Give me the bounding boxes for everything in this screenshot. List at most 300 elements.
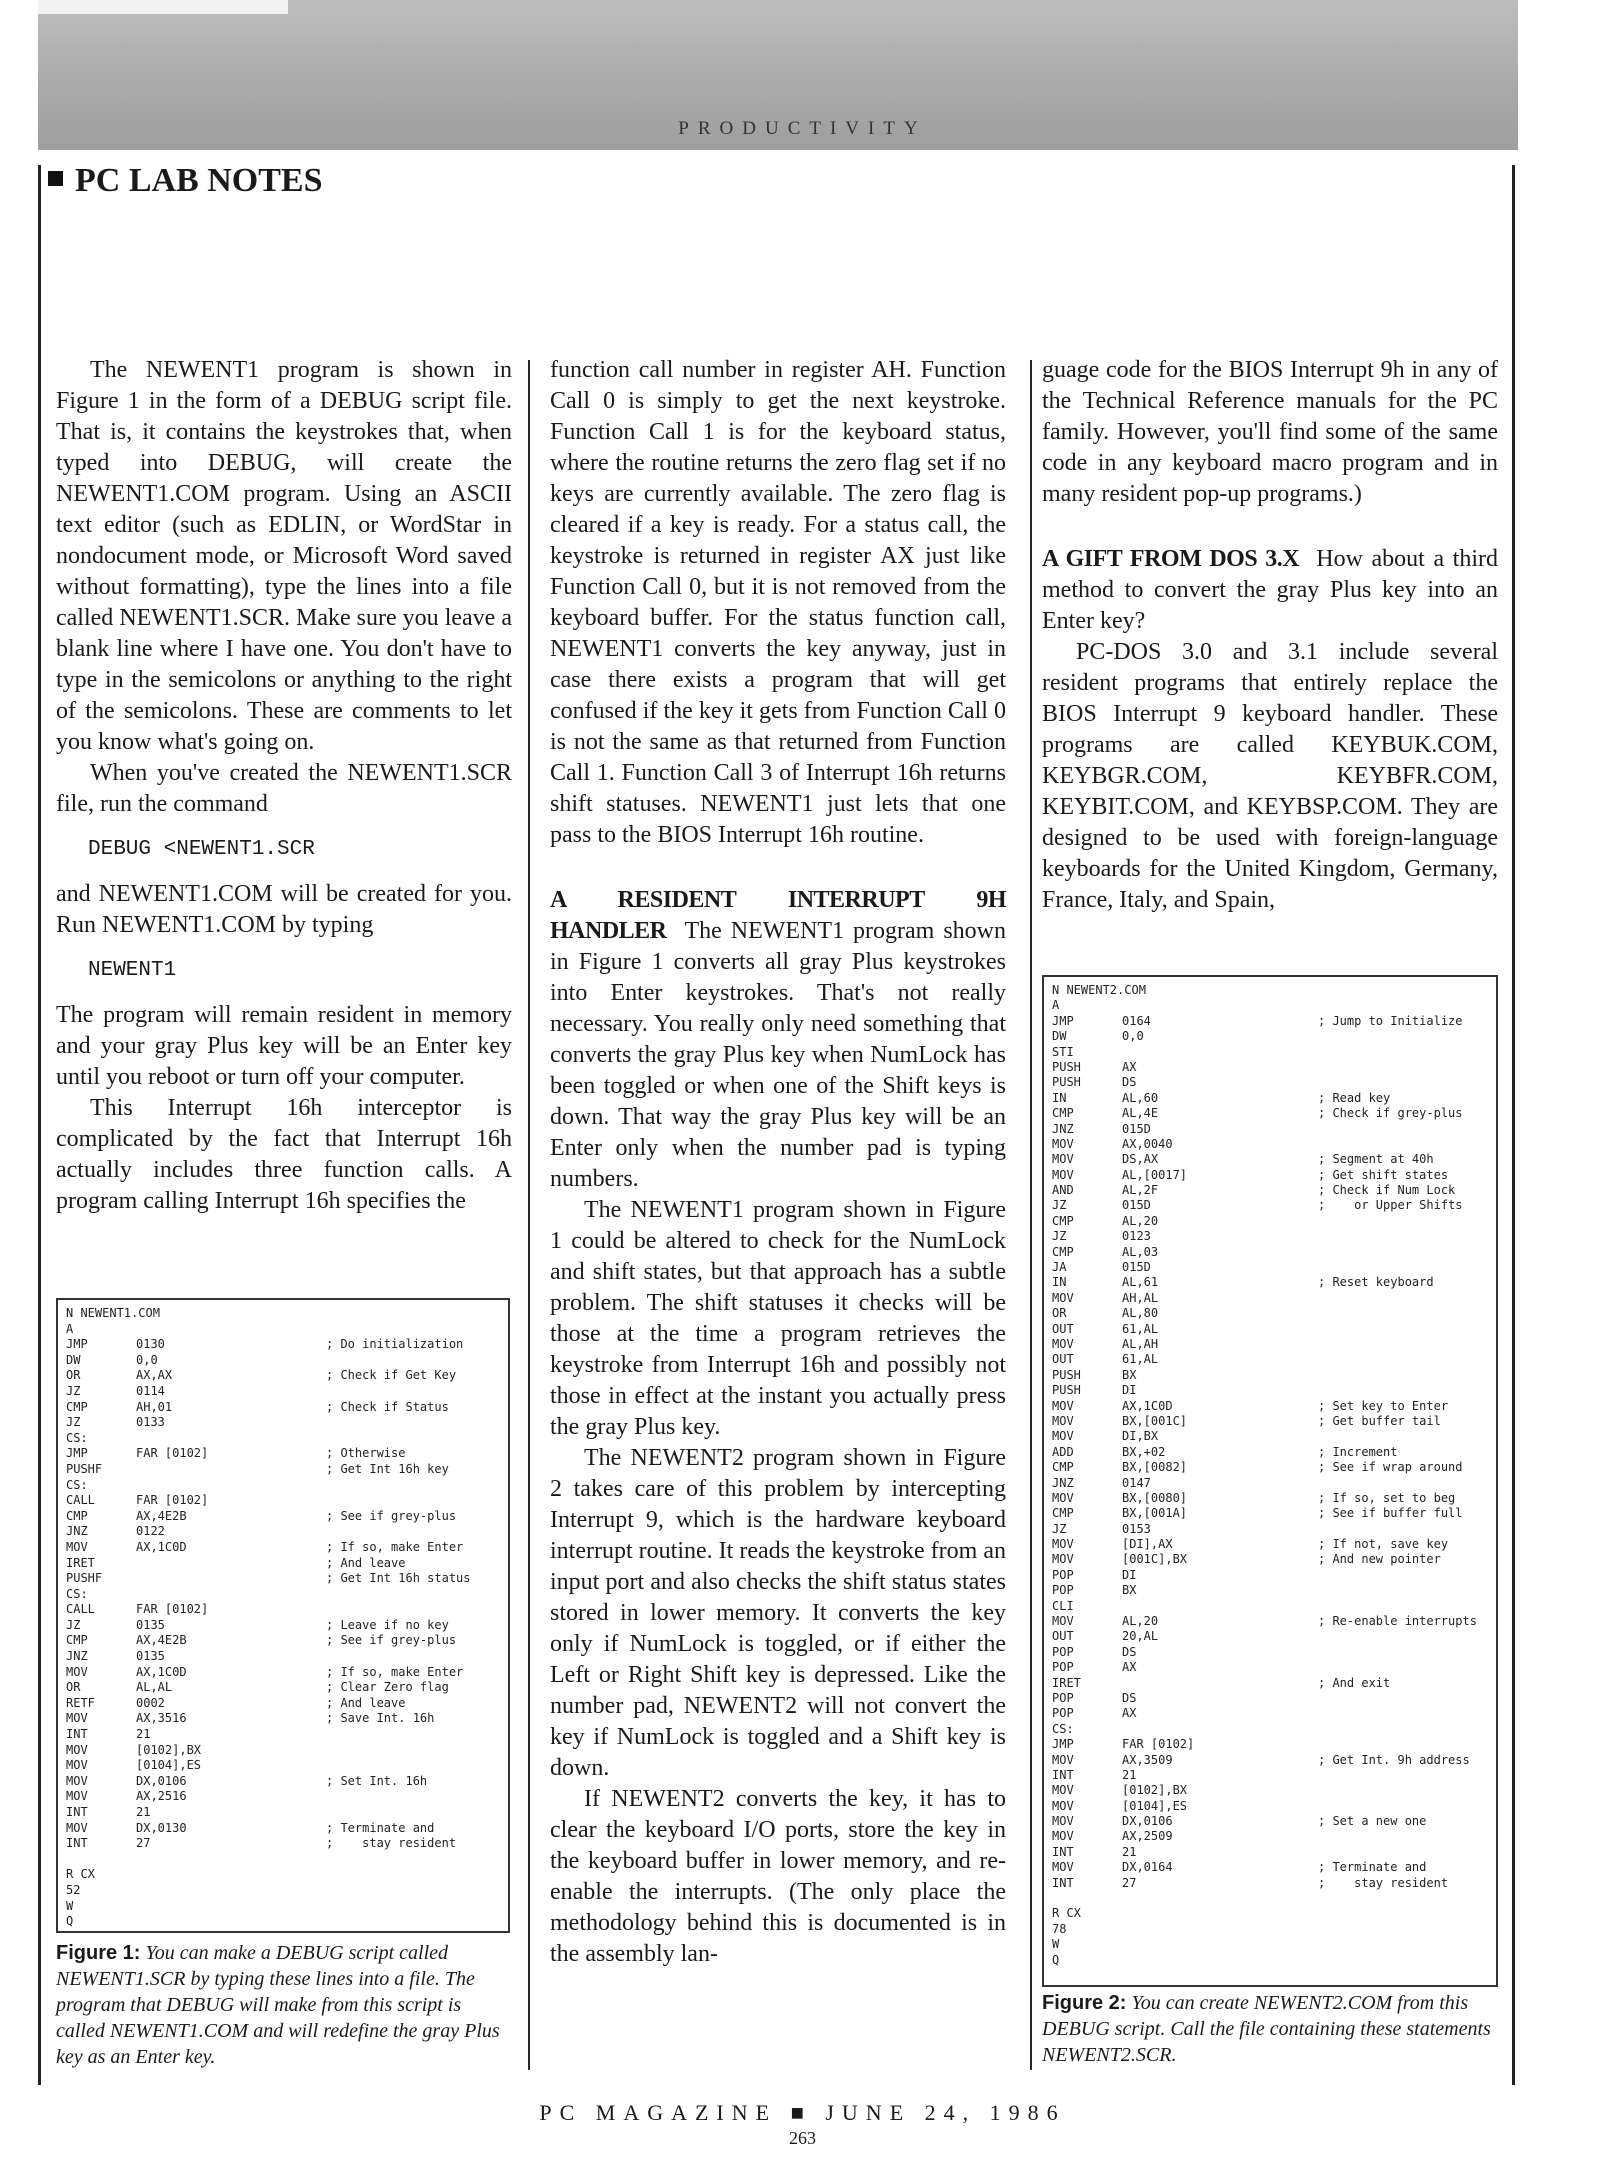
listing-op: W [66, 1898, 74, 1913]
listing-line [1052, 1106, 1488, 1121]
figure-2-label: Figure 2: [1042, 1992, 1127, 2014]
listing-op: OR [66, 1680, 81, 1695]
listing-op: JMP [66, 1337, 88, 1352]
listing-comment: ; If so, make Enter [326, 1664, 464, 1679]
listing-line [1052, 1476, 1488, 1491]
listing-op: W [1052, 1937, 1060, 1952]
listing-op: MOV [1052, 1552, 1074, 1567]
listing-operand: 0147 [1122, 1475, 1151, 1490]
listing-op: MOV [1052, 1798, 1074, 1813]
listing-op: R CX [1052, 1906, 1081, 1921]
listing-op: JMP [1052, 1013, 1074, 1028]
listing-op: JZ [1052, 1521, 1067, 1536]
listing-comment: ; or Upper Shifts [1318, 1198, 1463, 1213]
paragraph: function call number in register AH. Function Call 0 is simply to get the next keystroke. Function Call 1 is for the keyboard status, where the routine returns the zero flag set if no keys are currently available. The zero flag is cleared if a key is ready. For a status call, the keystroke is returned in register AX just like Function Call 0, but it is not removed from the keyboard buffer. For the status function call, NEWENT1 converts the key anyway, just in case there exists a program that will get confused if the key it gets from Function Call 0 is not the same as that returned from Function Call 1. Function Call 3 of Interrupt 16h returns shift statuses. NEWENT1 just lets that one pass to the BIOS Interrupt 16h routine. [550, 357, 1006, 848]
listing-op: INT [66, 1727, 88, 1742]
listing-op: CMP [66, 1399, 88, 1414]
listing-line [1052, 1645, 1488, 1660]
listing-op: MOV [66, 1789, 88, 1804]
listing-operand: AL,20 [1122, 1213, 1159, 1228]
section-label: PRODUCTIVITY [678, 118, 927, 139]
listing-operand: AX,1C0D [136, 1664, 187, 1679]
listing-op: JZ [66, 1383, 81, 1398]
listing-operand: 0164 [1122, 1013, 1151, 1028]
listing-line [1052, 1168, 1488, 1183]
listing-operand: AL,80 [1122, 1306, 1159, 1321]
listing-line [1052, 1429, 1488, 1444]
listing-line [66, 1384, 500, 1400]
listing-line [66, 1743, 500, 1759]
page-frame-right [1512, 165, 1515, 2085]
listing-op: PUSH [1052, 1059, 1081, 1074]
listing-op: N NEWENT1.COM [66, 1306, 160, 1320]
listing-line [1052, 1614, 1488, 1629]
listing-comment: ; Do initialization [326, 1337, 464, 1352]
figure-2-caption-text: You can create NEWENT2.COM from this DEBUG script. Call the file containing these statements NEWENT2.SCR. [1042, 1992, 1491, 2066]
listing-line [1052, 1368, 1488, 1383]
listing-op: A [66, 1321, 74, 1336]
listing-line [66, 1618, 500, 1634]
listing-line [1052, 1075, 1488, 1090]
listing-line [66, 1711, 500, 1727]
listing-line [1052, 1814, 1488, 1829]
listing-op: OR [66, 1368, 81, 1383]
paragraph: The NEWENT2 program shown in Figure 2 takes care of this problem by intercepting Interrupt 9, which is the hardware keyboard interrupt routine. It reads the keystroke from an input port and also checks the shift status states stored in lower memory. It converts the key only if NumLock is toggled, or if either the Left or Right Shift key is depressed. Like the number pad, NEWENT2 will not convert the key if NumLock is toggled and a Shift key is down. [550, 1445, 1006, 1781]
listing-op: OR [1052, 1306, 1067, 1321]
listing-op: JNZ [1052, 1121, 1074, 1136]
listing-op: ADD [1052, 1444, 1074, 1459]
paragraph: When you've created the NEWENT1.SCR file, run the command [56, 760, 512, 817]
listing-operand: BX [1122, 1367, 1137, 1382]
listing-operand: DS [1122, 1690, 1137, 1705]
listing-line [66, 1633, 500, 1649]
listing-operand: 0002 [136, 1695, 165, 1710]
listing-op: POP [1052, 1583, 1074, 1598]
listing-line [1052, 1753, 1488, 1768]
listing-comment: ; And exit [1318, 1675, 1391, 1690]
listing-op: MOV [1052, 1429, 1074, 1444]
listing-operand: AX,4E2B [136, 1633, 187, 1648]
listing-operand: AL,03 [1122, 1244, 1159, 1259]
listing-operand: DI [1122, 1383, 1137, 1398]
listing-comment: ; Clear Zero flag [326, 1680, 449, 1695]
listing-operand: [0104],ES [1122, 1798, 1188, 1813]
listing-op: INT [66, 1836, 88, 1851]
listing-line [1052, 1152, 1488, 1167]
listing-comment: ; Save Int. 16h [326, 1711, 435, 1726]
listing-line [1052, 1460, 1488, 1475]
listing-comment: ; Set a new one [1318, 1814, 1427, 1829]
listing-op: PUSHF [66, 1571, 103, 1586]
listing-line [66, 1556, 500, 1572]
listing-operand: DS [1122, 1644, 1137, 1659]
listing-operand: [0102],BX [136, 1742, 202, 1757]
listing-line [1052, 1491, 1488, 1506]
listing-op: R CX [66, 1867, 95, 1882]
listing-line [66, 1836, 500, 1852]
listing-line [1052, 1922, 1488, 1937]
listing-comment: ; And new pointer [1318, 1552, 1441, 1567]
page-frame-left [38, 165, 41, 2085]
listing-operand: 21 [136, 1805, 151, 1819]
listing-op: 78 [1052, 1921, 1067, 1936]
listing-op: MOV [1052, 1752, 1074, 1767]
listing-operand: FAR [0102] [136, 1602, 209, 1617]
listing-op: CS: [66, 1586, 88, 1601]
listing-op: IRET [66, 1555, 95, 1570]
listing-line [1052, 1260, 1488, 1275]
listing-line [1052, 1137, 1488, 1152]
figure-2-caption [1042, 1990, 1498, 2068]
listing-op: JMP [66, 1446, 88, 1461]
listing-line [1052, 1660, 1488, 1675]
subhead-paragraph [550, 885, 1006, 1195]
listing-line [1052, 1722, 1488, 1737]
listing-line [66, 1524, 500, 1540]
listing-line [66, 1587, 500, 1603]
listing-line [1052, 1506, 1488, 1521]
listing-operand: DX,0164 [1122, 1860, 1173, 1875]
listing-op: PUSH [1052, 1367, 1081, 1382]
listing-operand: AH,AL [1122, 1290, 1159, 1305]
listing-operand: 0122 [136, 1524, 165, 1539]
listing-line [1052, 1599, 1488, 1614]
listing-line [66, 1852, 500, 1868]
listing-operand: FAR [0102] [1122, 1737, 1195, 1752]
listing-line [66, 1540, 500, 1556]
listing-line [1052, 1337, 1488, 1352]
listing-line [1052, 1198, 1488, 1213]
listing-line [1052, 1399, 1488, 1414]
listing-line [1052, 1860, 1488, 1875]
listing-operand: 0130 [136, 1337, 165, 1352]
listing-line [1052, 1352, 1488, 1367]
paragraph: The NEWENT1 program shown in Figure 1 could be altered to check for the NumLock and shift states, but that approach has a subtle problem. The shift statuses it checks will be those at the time a program retrieves the keystroke from Interrupt 16h and possibly not those in effect at the instant you actually press the gray Plus key. [550, 1197, 1006, 1440]
listing-comment: ; If not, save key [1318, 1537, 1449, 1552]
listing-comment: ; And leave [326, 1695, 406, 1710]
listing-line [1052, 1691, 1488, 1706]
listing-op: POP [1052, 1690, 1074, 1705]
subhead-paragraph [1042, 544, 1498, 637]
listing-op: JMP [1052, 1737, 1074, 1752]
listing-op: CS: [66, 1430, 88, 1445]
listing-line [1052, 1706, 1488, 1721]
listing-comment: ; Get Int. 9h address [1318, 1752, 1470, 1767]
listing-operand: BX,[001C] [1122, 1413, 1188, 1428]
listing-op: MOV [66, 1664, 88, 1679]
listing-line [1052, 1091, 1488, 1106]
listing-op: CALL [66, 1493, 95, 1508]
command-line: NEWENT1 [88, 959, 177, 982]
listing-op: MOV [1052, 1398, 1074, 1413]
listing-operand: DX,0106 [136, 1773, 187, 1788]
listing-line [1052, 1522, 1488, 1537]
listing-op: MOV [66, 1773, 88, 1788]
listing-op: OUT [1052, 1352, 1074, 1367]
listing-comment: ; Leave if no key [326, 1617, 449, 1632]
listing-operand: 0133 [136, 1415, 165, 1430]
listing-op: MOV [1052, 1336, 1074, 1351]
figure-1-label: Figure 1: [56, 1942, 141, 1964]
listing-comment: ; Increment [1318, 1444, 1398, 1459]
figure-1-listing [56, 1298, 510, 1933]
paragraph: guage code for the BIOS Interrupt 9h in any of the Technical Reference manuals for the PC family. However, you'll find some of the same code in any keyboard macro program and in many resident pop-up programs.) [1042, 357, 1498, 507]
listing-line [1052, 1906, 1488, 1921]
listing-op: IN [1052, 1090, 1067, 1105]
listing-op: CMP [1052, 1460, 1074, 1475]
listing-operand: 0135 [136, 1617, 165, 1632]
listing-comment: ; See if grey-plus [326, 1508, 457, 1523]
listing-op: DW [1052, 1029, 1067, 1044]
listing-op: CMP [66, 1508, 88, 1523]
listing-comment: ; Get Int 16h status [326, 1571, 471, 1586]
listing-comment: ; Set Int. 16h [326, 1773, 428, 1788]
listing-comment: ; Otherwise [326, 1446, 406, 1461]
listing-line [1052, 1537, 1488, 1552]
figure-1-caption-text: You can make a DEBUG script called NEWENT1.SCR by typing these lines into a file. The program that DEBUG will make from this script is called NEWENT1.COM and will redefine the gray Plus key as an Enter key. [56, 1942, 500, 2068]
paragraph: If NEWENT2 converts the key, it has to clear the keyboard I/O ports, store the key in the keyboard buffer in lower memory, and re-enable the interrupts. (The only place the methodology behind this is documented is in the assembly lan- [550, 1786, 1006, 1967]
listing-comment: ; Check if Status [326, 1399, 449, 1414]
listing-line [66, 1867, 500, 1883]
listing-op: POP [1052, 1660, 1074, 1675]
listing-op: MOV [1052, 1614, 1074, 1629]
listing-operand: DX,0130 [136, 1820, 187, 1835]
listing-operand: AL,20 [1122, 1614, 1159, 1629]
listing-operand: 0135 [136, 1649, 165, 1664]
listing-op: PUSHF [66, 1461, 103, 1476]
listing-operand: AL,61 [1122, 1275, 1159, 1290]
listing-op: JZ [1052, 1198, 1067, 1213]
listing-line [1052, 1953, 1488, 1968]
listing-line [1052, 1783, 1488, 1798]
listing-line [1052, 1275, 1488, 1290]
listing-op: MOV [1052, 1290, 1074, 1305]
listing-line [66, 1368, 500, 1384]
listing-op: CS: [1052, 1721, 1074, 1736]
listing-op: INT [1052, 1875, 1074, 1890]
listing-comment: ; Read key [1318, 1090, 1391, 1105]
listing-comment: ; And leave [326, 1555, 406, 1570]
listing-operand: 0114 [136, 1383, 165, 1398]
listing-op: MOV [1052, 1413, 1074, 1428]
listing-operand: 015D [1122, 1121, 1151, 1136]
listing-operand: AX,1C0D [1122, 1398, 1173, 1413]
listing-op: DW [66, 1352, 81, 1367]
listing-line [66, 1462, 500, 1478]
listing-operand: BX,[0082] [1122, 1460, 1188, 1475]
listing-operand: AL,AH [1122, 1336, 1159, 1351]
listing-line [66, 1602, 500, 1618]
listing-operand: 0,0 [1122, 1029, 1144, 1044]
listing-op: CMP [1052, 1213, 1074, 1228]
listing-op: CMP [1052, 1244, 1074, 1259]
paragraph: This Interrupt 16h interceptor is complicated by the fact that Interrupt 16h actually includes three function calls. A program calling Interrupt 16h specifies the [56, 1095, 512, 1214]
listing-operand: 0123 [1122, 1229, 1151, 1244]
listing-op: CALL [66, 1602, 95, 1617]
listing-operand: BX [1122, 1583, 1137, 1598]
listing-comment: ; Get buffer tail [1318, 1413, 1441, 1428]
listing-op: PUSH [1052, 1075, 1081, 1090]
paragraph: PC-DOS 3.0 and 3.1 include several resident programs that entirely replace the BIOS Interrupt 9 keyboard handler. These programs are called KEYBUK.COM, KEYBGR.COM, KEYBFR.COM, KEYBIT.COM, and KEYBSP.COM. They are designed to be used with foreign-language keyboards for the United Kingdom, Germany, France, Italy, and Spain, [1042, 639, 1498, 913]
listing-line [66, 1680, 500, 1696]
listing-op: MOV [1052, 1537, 1074, 1552]
listing-op: CMP [1052, 1106, 1074, 1121]
listing-op: POP [1052, 1567, 1074, 1582]
listing-line [1052, 1291, 1488, 1306]
listing-line [1052, 1045, 1488, 1060]
listing-op: Q [1052, 1952, 1060, 1967]
listing-line [66, 1322, 500, 1338]
listing-op: POP [1052, 1706, 1074, 1721]
listing-comment: ; Jump to Initialize [1318, 1013, 1463, 1028]
listing-operand: AL,AL [136, 1680, 173, 1695]
listing-op: OUT [1052, 1629, 1074, 1644]
listing-comment: ; If so, set to beg [1318, 1490, 1456, 1505]
listing-comment: ; See if buffer full [1318, 1506, 1463, 1521]
page-footer: PC MAGAZINE ■ JUNE 24, 1986 [539, 2100, 1066, 2125]
listing-line [66, 1914, 500, 1930]
listing-operand: 21 [1122, 1844, 1137, 1859]
listing-comment: ; Segment at 40h [1318, 1152, 1434, 1167]
listing-line [1052, 1414, 1488, 1429]
listing-comment: ; stay resident [326, 1836, 457, 1851]
listing-comment: ; Re-enable interrupts [1318, 1614, 1477, 1629]
listing-op: IRET [1052, 1675, 1081, 1690]
listing-op: N NEWENT2.COM [1052, 983, 1146, 997]
listing-op: POP [1052, 1644, 1074, 1659]
listing-op: STI [1052, 1044, 1074, 1059]
listing-line [1052, 1183, 1488, 1198]
header-bullet-icon [48, 171, 63, 186]
listing-op: IN [1052, 1275, 1067, 1290]
listing-comment: ; Terminate and [1318, 1860, 1427, 1875]
listing-operand: 015D [1122, 1260, 1151, 1275]
listing-line [1052, 1937, 1488, 1952]
column-1 [56, 355, 512, 1217]
figure-1-caption [56, 1940, 512, 2070]
listing-line [1052, 1060, 1488, 1075]
listing-operand: 61,AL [1122, 1352, 1159, 1367]
listing-line [1052, 1445, 1488, 1460]
listing-line [66, 1337, 500, 1353]
listing-op: JNZ [66, 1524, 88, 1539]
listing-op: 52 [66, 1882, 81, 1897]
paragraph-text: The NEWENT1 program shown in Figure 1 converts all gray Plus keystrokes into Enter keystrokes. That's not really necessary. You really only need something that converts the gray Plus key when NumLock has been toggled or when one of the Shift keys is down. That way the gray Plus key will be an Enter only when the number pad is typing numbers. [550, 918, 1007, 1192]
column-2 [550, 355, 1006, 1970]
listing-line [1052, 1876, 1488, 1891]
listing-operand: [0102],BX [1122, 1783, 1188, 1798]
listing-line [66, 1493, 500, 1509]
listing-line [66, 1665, 500, 1681]
listing-line [1052, 998, 1488, 1013]
listing-op: MOV [66, 1711, 88, 1726]
listing-operand: AX [1122, 1706, 1137, 1721]
listing-op: Q [66, 1914, 74, 1929]
listing-op: JNZ [1052, 1475, 1074, 1490]
subhead: A GIFT FROM DOS 3.X [1042, 546, 1300, 572]
listing-op: CMP [66, 1633, 88, 1648]
listing-line [66, 1758, 500, 1774]
paragraph: and NEWENT1.COM will be created for you. Run NEWENT1.COM by typing [56, 881, 512, 938]
listing-operand: AL,4E [1122, 1106, 1159, 1121]
listing-line [66, 1306, 500, 1322]
listing-operand: AH,01 [136, 1399, 173, 1414]
listing-line [66, 1883, 500, 1899]
listing-line [1052, 1306, 1488, 1321]
listing-line [1052, 1799, 1488, 1814]
figure-2-listing [1042, 975, 1498, 1987]
listing-line [66, 1696, 500, 1712]
listing-line [1052, 983, 1488, 998]
page-title: PC LAB NOTES [75, 162, 323, 199]
listing-operand: [0104],ES [136, 1758, 202, 1773]
listing-comment: ; stay resident [1318, 1875, 1449, 1890]
listing-line [1052, 1629, 1488, 1644]
listing-operand: [001C],BX [1122, 1552, 1188, 1567]
listing-op: JNZ [66, 1649, 88, 1664]
listing-op: A [1052, 998, 1060, 1013]
listing-op: MOV [66, 1539, 88, 1554]
listing-operand: 0,0 [136, 1352, 158, 1367]
listing-line [1052, 1014, 1488, 1029]
listing-op: CMP [1052, 1506, 1074, 1521]
listing-line [66, 1649, 500, 1665]
listing-line [66, 1821, 500, 1837]
listing-op: MOV [1052, 1490, 1074, 1505]
listing-line [66, 1353, 500, 1369]
listing-line [1052, 1214, 1488, 1229]
listing-line [1052, 1829, 1488, 1844]
listing-operand: AX,2509 [1122, 1829, 1173, 1844]
subhead: A RESIDENT INTERRUPT 9H HANDLER [550, 887, 1006, 944]
paragraph: The NEWENT1 program is shown in Figure 1 in the form of a DEBUG script file. That is, it contains the keystrokes that, when typed into DEBUG, will create the NEWENT1.COM program. Using an ASCII text editor (such as EDLIN, or WordStar in nondocument mode, or Microsoft Word saved without formatting), type the lines into a file called NEWENT1.SCR. Make sure you leave a blank line where I have one. You don't have to type in the semicolons or anything to the right of the semicolons. These are comments to let you know what's going on. [56, 357, 512, 755]
header-band-stripe [38, 0, 288, 14]
listing-operand: DS,AX [1122, 1152, 1159, 1167]
page-header [48, 162, 323, 200]
listing-operand: AX,2516 [136, 1789, 187, 1804]
listing-line [1052, 1737, 1488, 1752]
listing-op: CLI [1052, 1598, 1074, 1613]
listing-line [1052, 1676, 1488, 1691]
listing-line [1052, 1122, 1488, 1137]
listing-operand: FAR [0102] [136, 1493, 209, 1508]
listing-line [66, 1805, 500, 1821]
listing-line [66, 1415, 500, 1431]
paragraph-text: How about a third method to convert the gray Plus key into an Enter key? [1042, 546, 1499, 634]
listing-comment: ; If so, make Enter [326, 1539, 464, 1554]
listing-comment: ; Check if Get Key [326, 1368, 457, 1383]
listing-operand: AX,4E2B [136, 1508, 187, 1523]
listing-operand: AX,1C0D [136, 1539, 187, 1554]
listing-op: JZ [66, 1617, 81, 1632]
listing-line [66, 1509, 500, 1525]
listing-line [1052, 1845, 1488, 1860]
listing-line [1052, 1029, 1488, 1044]
listing-op: MOV [1052, 1829, 1074, 1844]
listing-operand: AL,[0017] [1122, 1167, 1188, 1182]
column-3 [1042, 355, 1498, 916]
listing-operand: 61,AL [1122, 1321, 1159, 1336]
listing-operand: DX,0106 [1122, 1814, 1173, 1829]
listing-op: MOV [1052, 1783, 1074, 1798]
listing-line [1052, 1229, 1488, 1244]
listing-line [66, 1774, 500, 1790]
listing-op: INT [66, 1805, 88, 1819]
listing-comment: ; Check if grey-plus [1318, 1106, 1463, 1121]
listing-comment: ; Get Int 16h key [326, 1461, 449, 1476]
listing-comment: ; Reset keyboard [1318, 1275, 1434, 1290]
listing-operand: AL,2F [1122, 1183, 1159, 1198]
